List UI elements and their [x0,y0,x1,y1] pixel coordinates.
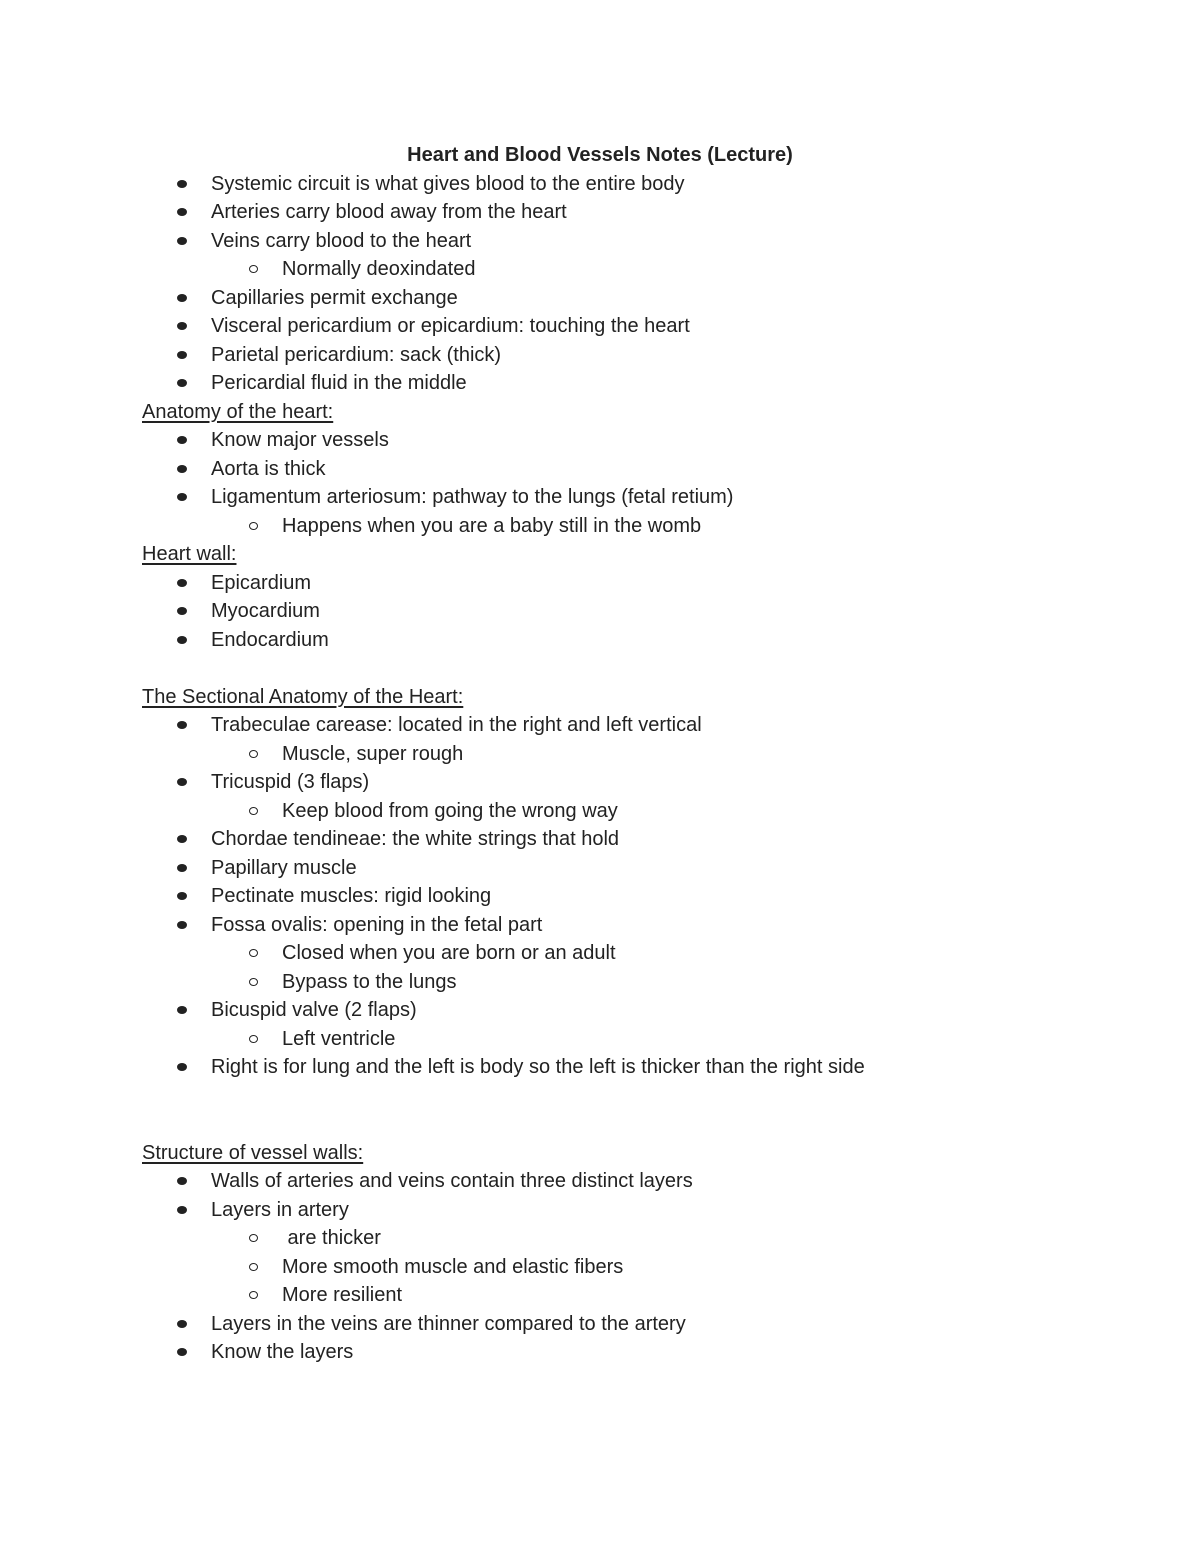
list-item-text: Know major vessels [211,429,389,451]
bullet-icon [177,579,187,587]
bullet-icon [177,379,187,387]
list-item-text: Layers in artery [211,1198,349,1221]
hollow-bullet-icon [249,978,258,986]
bullet-icon [177,1006,187,1014]
list-item-text: Muscle, super rough [282,742,464,765]
sub-list-item [142,740,1062,769]
list-item [142,369,1062,398]
list-item-text: Layers in the veins are thinner compared to the artery [211,1312,686,1335]
hollow-bullet-icon [249,1234,258,1242]
hollow-bullet-icon [249,1263,258,1271]
list-item-text: Fossa ovalis: opening in the fetal part [211,913,543,936]
bullet-icon [177,1206,187,1214]
list-item [142,825,1062,854]
list-item [142,1167,1062,1196]
bullet-icon [177,892,187,900]
list-item [142,426,1062,455]
list-item-text: Left ventricle [282,1027,396,1050]
list-item-text: Systemic circuit is what gives blood to the entire body [211,172,685,195]
bullet-icon [177,778,187,786]
list-item-text: Epicardium [211,571,312,594]
list-item [142,1196,1062,1225]
list-item-text: Pectinate muscles: rigid looking [211,885,492,907]
section-heading: The Sectional Anatomy of the Heart: [142,685,464,708]
document-title: Heart and Blood Vessels Notes (Lecture) [407,144,793,166]
list-item-text: Trabeculae carease: located in the right and left vertical [211,714,702,736]
hollow-bullet-icon [249,1035,258,1043]
list-item-text: Endocardium [211,628,329,651]
list-item [142,284,1062,313]
bullet-icon [177,237,187,245]
list-item-text: Veins carry blood to the heart [211,229,472,252]
sub-list-item [142,255,1062,284]
list-item [142,227,1062,256]
list-item [142,1310,1062,1339]
sub-list-item [142,939,1062,968]
bullet-icon [177,864,187,872]
list-item [142,711,1062,740]
sub-list-item [142,1281,1062,1310]
list-item-text: Arteries carry blood away from the heart [211,201,567,223]
list-item-text: Tricuspid (3 flaps) [211,771,370,793]
bullet-icon [177,436,187,444]
sub-list-item [142,797,1062,826]
list-item [142,569,1062,598]
document-page [142,141,1062,1367]
sub-list-item [142,1253,1062,1282]
sub-list-item [142,512,1062,541]
list-item-text: More resilient [282,1284,403,1306]
bullet-icon [177,465,187,473]
list-item-text: Closed when you are born or an adult [282,942,616,964]
list-item [142,882,1062,911]
blank-line [142,1082,1062,1111]
hollow-bullet-icon [249,750,258,758]
list-item [142,1338,1062,1367]
bullet-icon [177,607,187,615]
sub-list-item [142,1224,1062,1253]
bullet-icon [177,1320,187,1328]
list-item [142,996,1062,1025]
list-item [142,312,1062,341]
bullet-icon [177,180,187,188]
list-item-text: are thicker [282,1227,381,1249]
list-item [142,597,1062,626]
list-item [142,768,1062,797]
sub-list-item [142,968,1062,997]
bullet-icon [177,493,187,501]
hollow-bullet-icon [249,265,258,273]
sub-list-item [142,1025,1062,1054]
list-item [142,341,1062,370]
list-item-text: Normally deoxindated [282,258,476,280]
bullet-icon [177,835,187,843]
list-item-text: Ligamentum arteriosum: pathway to the lungs (fetal retium) [211,486,734,508]
hollow-bullet-icon [249,949,258,957]
list-item [142,198,1062,227]
bullet-icon [177,1063,187,1071]
list-item-text: More smooth muscle and elastic fibers [282,1255,624,1278]
list-item-text: Chordae tendineae: the white strings that hold [211,828,620,850]
bullet-icon [177,322,187,330]
list-item-text: Papillary muscle [211,856,357,879]
list-item [142,455,1062,484]
bullet-icon [177,351,187,359]
section-heading: Heart wall: [142,543,237,565]
list-item-text: Parietal pericardium: sack (thick) [211,343,502,366]
list-item-text: Happens when you are a baby still in the womb [282,514,702,537]
hollow-bullet-icon [249,1291,258,1299]
list-item-text: Capillaries permit exchange [211,286,458,309]
notes-body [142,170,1062,1367]
list-item-text: Bypass to the lungs [282,970,457,993]
list-item-text: Know the layers [211,1341,354,1363]
list-item [142,170,1062,199]
blank-line [142,1110,1062,1139]
list-item [142,1053,1062,1082]
bullet-icon [177,921,187,929]
list-item [142,911,1062,940]
list-item-text: Right is for lung and the left is body so the left is thicker than the right side [211,1056,865,1078]
list-item [142,626,1062,655]
list-item-text: Keep blood from going the wrong way [282,799,618,822]
blank-line [142,654,1062,683]
hollow-bullet-icon [249,522,258,530]
bullet-icon [177,636,187,644]
list-item [142,483,1062,512]
list-item-text: Visceral pericardium or epicardium: touching the heart [211,315,690,337]
hollow-bullet-icon [249,807,258,815]
bullet-icon [177,1348,187,1356]
bullet-icon [177,1177,187,1185]
list-item-text: Pericardial fluid in the middle [211,372,467,394]
list-item-text: Myocardium [211,600,320,622]
section-heading: Structure of vessel walls: [142,1141,364,1164]
list-item [142,854,1062,883]
section-heading: Anatomy of the heart: [142,400,334,423]
bullet-icon [177,294,187,302]
bullet-icon [177,208,187,216]
list-item-text: Walls of arteries and veins contain three distinct layers [211,1170,693,1192]
list-item-text: Bicuspid valve (2 flaps) [211,999,417,1021]
list-item-text: Aorta is thick [211,457,326,480]
bullet-icon [177,721,187,729]
